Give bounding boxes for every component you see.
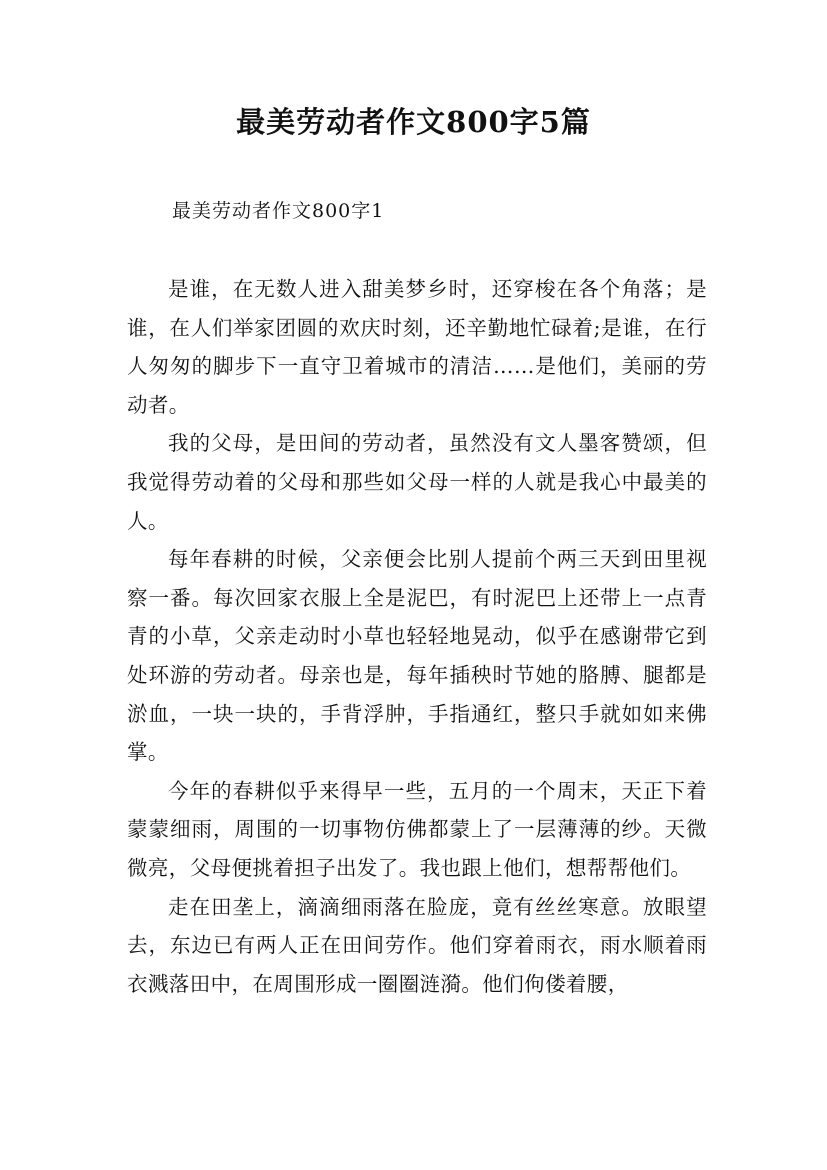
section-heading: 最美劳动者作文800字1: [172, 200, 385, 222]
paragraph-2: 我的父母，是田间的劳动者，虽然没有文人墨客赞颂，但我觉得劳动着的父母和那些如父母一样的人就是我心中最美的人。: [127, 431, 707, 533]
paragraph-5: 走在田垄上，滴滴细雨落在脸庞，竟有丝丝寒意。放眼望去，东边已有两人正在田间劳作。他们穿着雨衣，雨水顺着雨衣溅落田中，在周围形成一圈圈涟漪。他们佝偻着腰，: [127, 894, 707, 996]
paragraph-4: 今年的春耕似乎来得早一些，五月的一个周末，天正下着蒙蒙细雨，周围的一切事物仿佛都蒙上了一层薄薄的纱。天微微亮，父母便挑着担子出发了。我也跟上他们，想帮帮他们。: [127, 778, 707, 880]
document-title: 最美劳动者作文800字5篇: [236, 105, 591, 139]
paragraph-1: 是谁，在无数人进入甜美梦乡时，还穿梭在各个角落；是谁，在人们举家团圆的欢庆时刻，还辛勤地忙碌着;是谁，在行人匆匆的脚步下一直守卫着城市的清洁……是他们，美丽的劳动者。: [127, 277, 707, 417]
article-body: [127, 270, 707, 1003]
paragraph-3: 每年春耕的时候，父亲便会比别人提前个两三天到田里视察一番。每次回家衣服上全是泥巴，有时泥巴上还带上一点青青的小草，父亲走动时小草也轻轻地晃动，似乎在感谢带它到处环游的劳动者。母亲也是，每年插秧时节她的胳膊、腿都是淤血，一块一块的，手背浮肿，手指通红，整只手就如如来佛掌。: [127, 547, 707, 765]
